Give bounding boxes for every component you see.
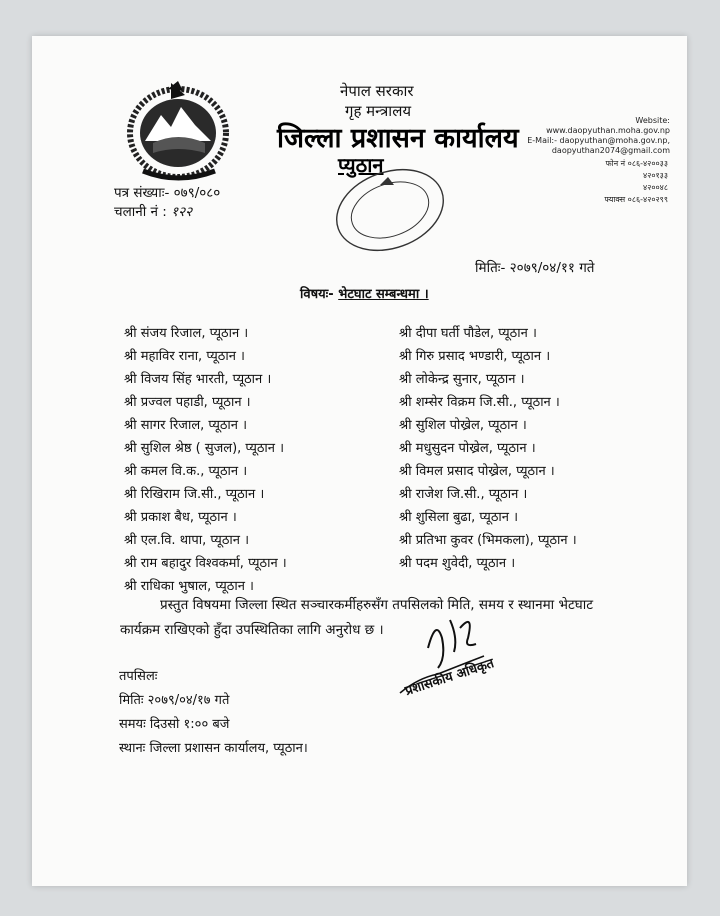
- schedule-block: [119, 665, 308, 761]
- phone-3: ४२००४८: [643, 183, 668, 192]
- list-item: श्री दीपा घर्ती पौडेल, प्यूठान ।: [399, 326, 537, 341]
- phone-block: [520, 158, 668, 206]
- list-item: श्री लोकेन्द्र सुनार, प्यूठान ।: [399, 372, 525, 387]
- subject-line: [300, 284, 429, 302]
- recipients-right-list: [399, 322, 577, 575]
- list-item: श्री गिरु प्रसाद भण्डारी, प्यूठान ।: [399, 349, 551, 364]
- letter-date: मितिः- २०७९/०४/११ गते: [475, 260, 595, 276]
- schedule-time: समयः दिउसो १:०० बजे: [119, 717, 230, 732]
- schedule-heading: तपसिलः: [119, 669, 158, 684]
- list-item: श्री प्रतिभा कुवर (भिमकला), प्यूठान ।: [399, 533, 577, 548]
- body-paragraph: [120, 593, 620, 643]
- list-item: श्री एल.वि. थापा, प्यूठान ।: [124, 533, 250, 548]
- email-text-2: daopyuthan2074@gmail.com: [551, 146, 670, 155]
- schedule-place: स्थानः जिल्ला प्रशासन कार्यालय, प्यूठान।: [119, 741, 308, 756]
- office-stamp-icon: [330, 165, 450, 255]
- district-title: प्युठान: [338, 153, 384, 177]
- list-item: श्री सुशिल श्रेष्ठ ( सुजल), प्यूठान ।: [124, 441, 285, 456]
- schedule-date: मितिः २०७९/०४/१७ गते: [119, 693, 230, 708]
- ministry-title: गृह मन्त्रालय: [345, 102, 412, 120]
- phone-1: फोन नं ०८६-४२००३३: [605, 159, 668, 168]
- list-item: श्री शम्सेर विक्रम जि.सी., प्यूठान ।: [399, 395, 560, 410]
- email-text-1: E-Mail:- daopyuthan@moha.gov.np,: [527, 136, 670, 145]
- list-item: श्री शुसिला बुढा, प्यूठान ।: [399, 510, 519, 525]
- fax: फ्याक्स ०८६-४२०२९९: [604, 195, 668, 204]
- gov-title: नेपाल सरकार: [340, 82, 414, 100]
- reference-block: [114, 184, 220, 222]
- subject-text: भेटघाट सम्बन्धमा ।: [338, 287, 429, 302]
- dispatch-label: चलानी नं :: [114, 204, 167, 220]
- website-text: Website: www.daopyuthan.moha.gov.np: [546, 116, 670, 135]
- body-line-2: कार्यक्रम राखिएको हुँदा उपस्थितिका लागि अनुरोध छ ।: [120, 622, 384, 638]
- list-item: श्री सुशिल पोख्रेल, प्यूठान ।: [399, 418, 527, 433]
- list-item: श्री राम बहादुर विश्वकर्मा, प्यूठान ।: [124, 556, 287, 571]
- dispatch-row: [114, 203, 220, 222]
- recipients-left-list: [124, 322, 287, 598]
- list-item: श्री संजय रिजाल, प्यूठान ।: [124, 326, 249, 341]
- list-item: श्री महाविर राना, प्यूठान ।: [124, 349, 245, 364]
- subject-label: विषयः-: [300, 287, 334, 302]
- nepal-emblem-icon: [123, 81, 233, 186]
- phone-2: ४२०१३३: [643, 171, 668, 180]
- list-item: श्री मधुसुदन पोख्रेल, प्यूठान ।: [399, 441, 536, 456]
- list-item: श्री प्रकाश बैध, प्यूठान ।: [124, 510, 237, 525]
- office-title: जिल्ला प्रशासन कार्यालय: [277, 123, 519, 154]
- list-item: श्री प्रज्वल पहाडी, प्यूठान ।: [124, 395, 251, 410]
- list-item: श्री विजय सिंह भारती, प्यूठान ।: [124, 372, 272, 387]
- letter-number: पत्र संख्याः- ०७९/०८०: [114, 185, 221, 201]
- list-item: श्री सागर रिजाल, प्यूठान ।: [124, 418, 248, 433]
- dispatch-number: १२२: [171, 204, 193, 220]
- list-item: श्री विमल प्रसाद पोख्रेल, प्यूठान ।: [399, 464, 555, 479]
- signatory-title: प्रशासकीय अधिकृत: [403, 656, 496, 699]
- list-item: श्री राधिका भुषाल, प्यूठान ।: [124, 579, 254, 594]
- list-item: श्री रिखिराम जि.सी., प्यूठान ।: [124, 487, 265, 502]
- list-item: श्री पदम शुवेदी, प्यूठान ।: [399, 556, 516, 571]
- body-line-1: प्रस्तुत विषयमा जिल्ला स्थित सञ्चारकर्मीहरुसँग तपसिलको मिति, समय र स्थानमा भेटघाट: [160, 597, 594, 613]
- list-item: श्री राजेश जि.सी., प्यूठान ।: [399, 487, 528, 502]
- list-item: श्री कमल वि.क., प्यूठान ।: [124, 464, 248, 479]
- contact-block: [510, 116, 670, 156]
